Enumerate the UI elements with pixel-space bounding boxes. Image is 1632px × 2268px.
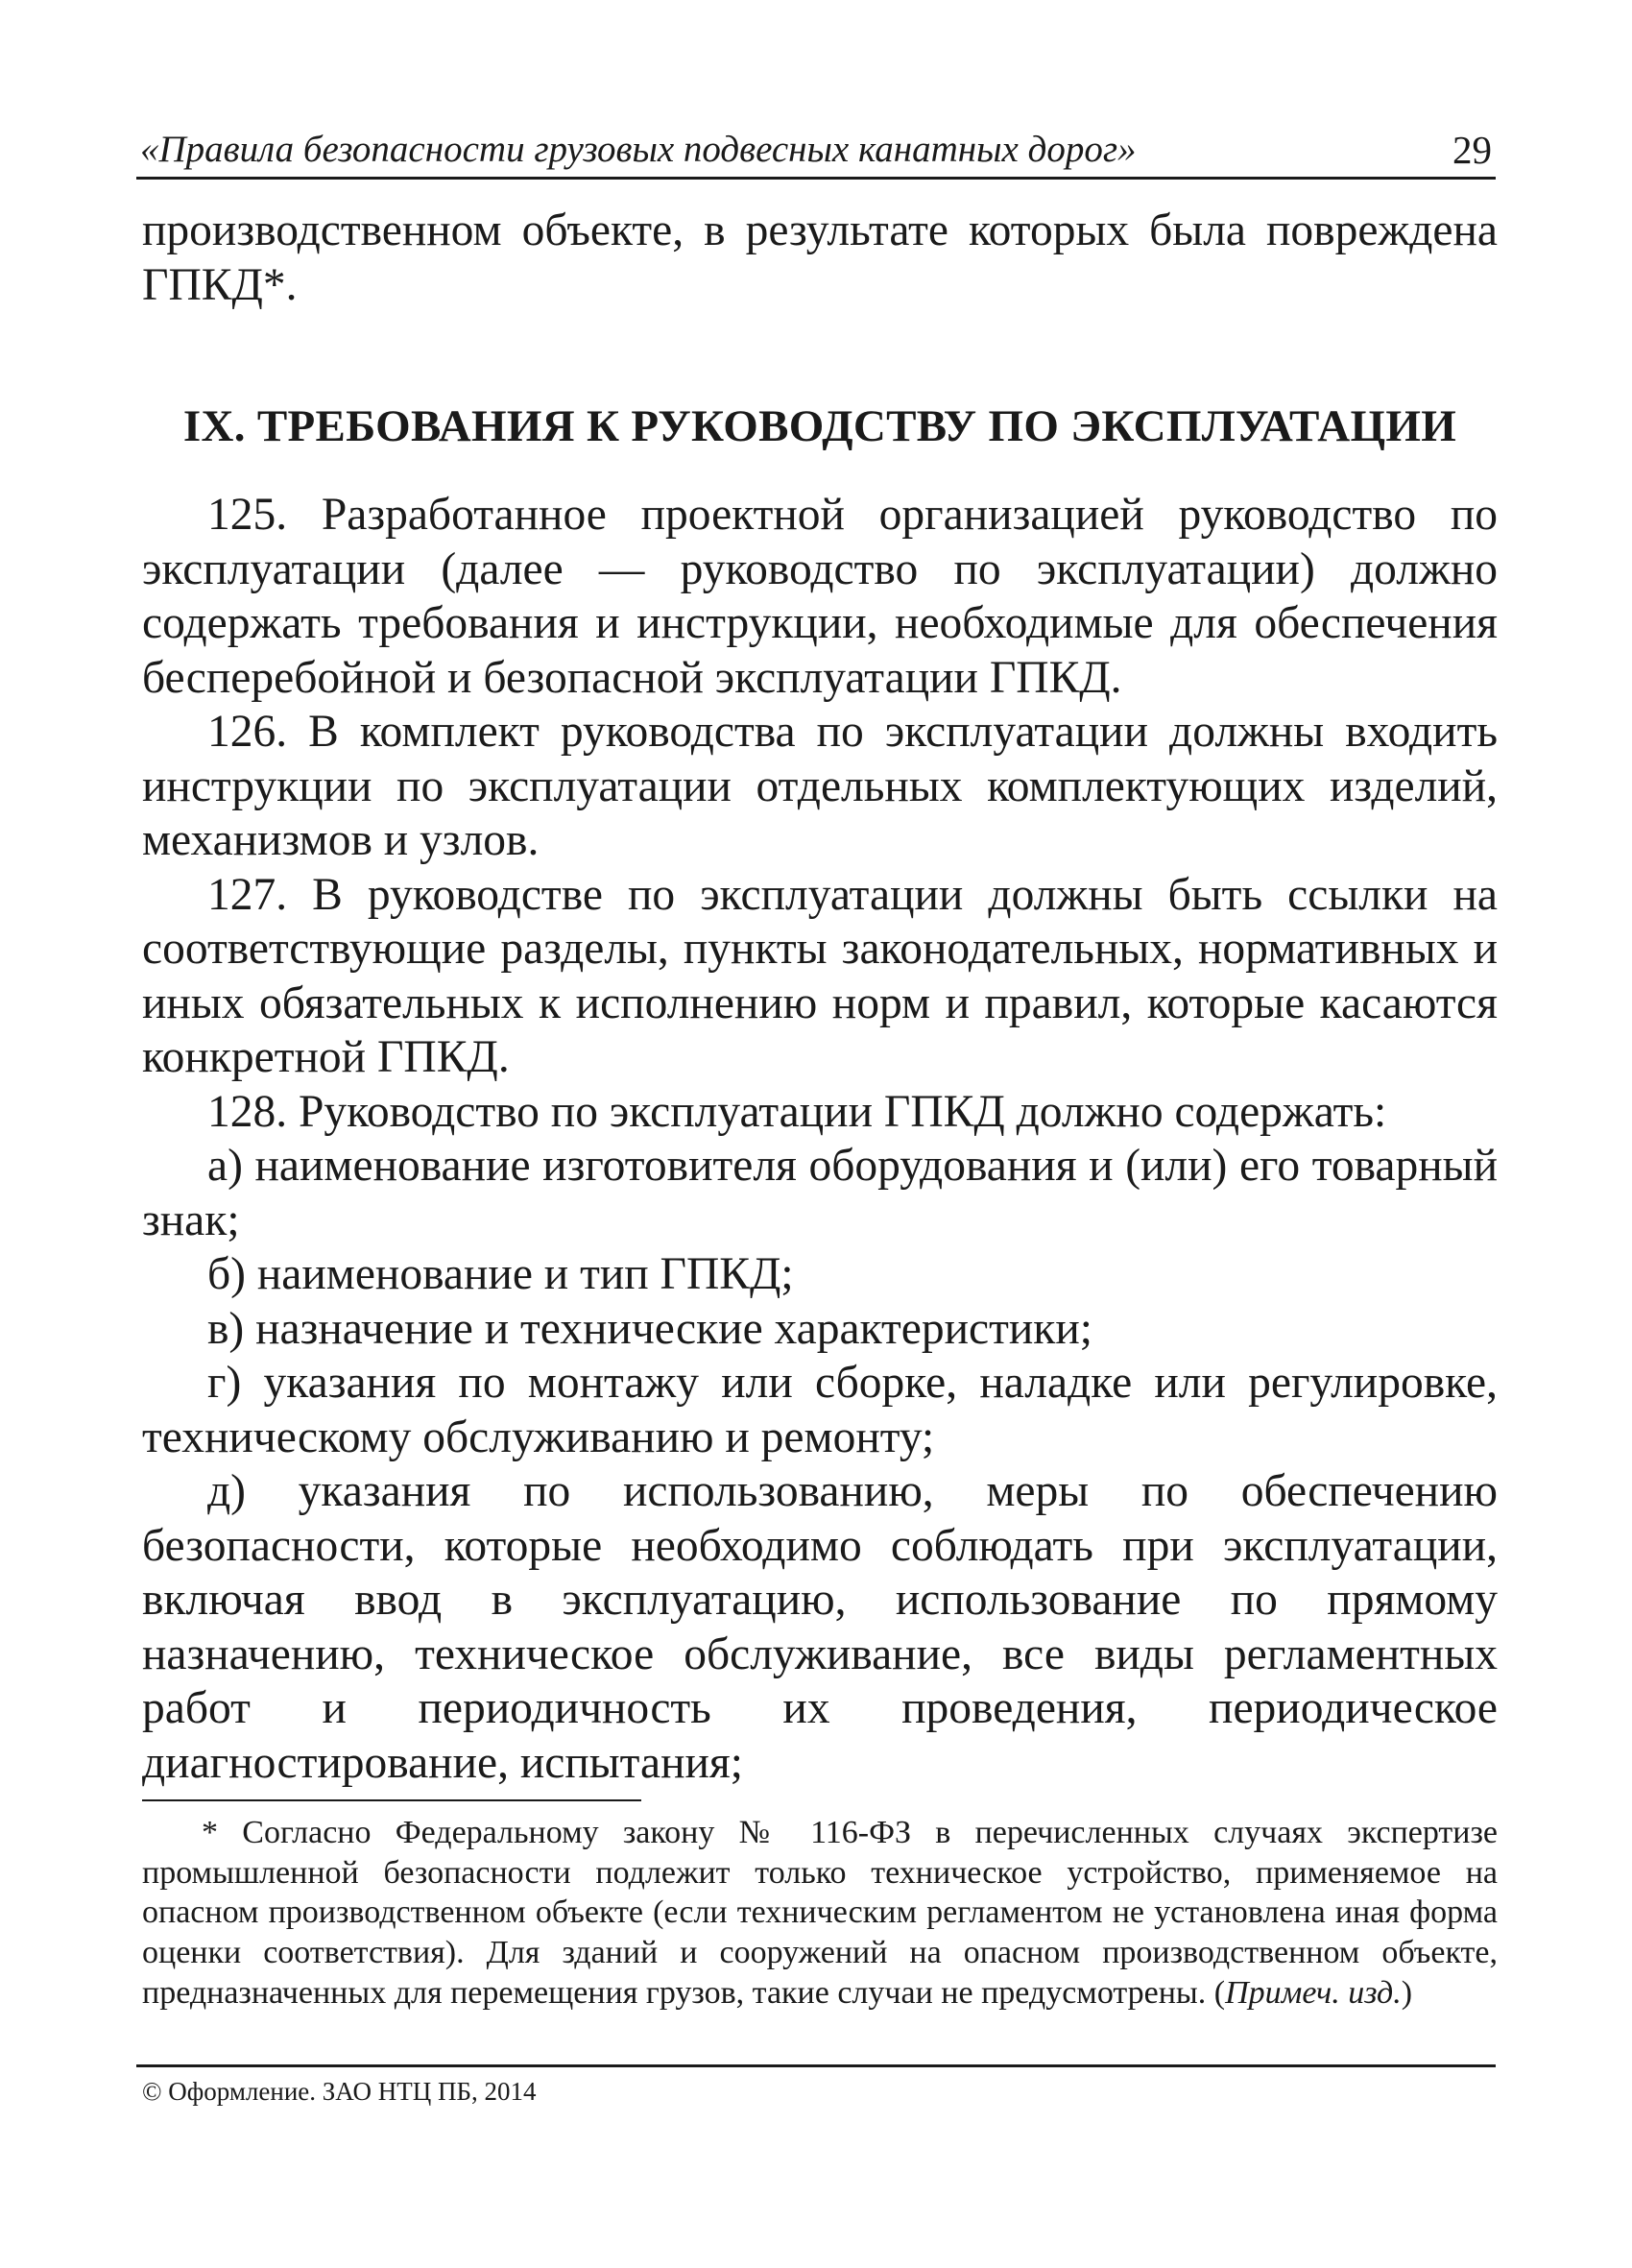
paragraph-127: 127. В руководстве по эксплуатации должны быть ссылки на соответствующие разделы, пункты законодательных, нормативных и иных обязательных к исполнению норм и правил, которые касаются конкретной ГПКД. [142,869,1498,1082]
list-item-b: б) наименование и тип ГПКД; [207,1249,794,1299]
footnote-close: ) [1401,1974,1413,2011]
paragraph-128: 128. Руководство по эксплуатации ГПКД должно содержать: [207,1086,1387,1137]
footnote-separator [142,1799,641,1801]
page-number: 29 [1452,128,1492,172]
list-item-g: г) указания по монтажу или сборке, наладке или регулировке, техническому обслуживанию и ремонту; [142,1358,1498,1462]
footnote-paragraph [142,1813,1498,2014]
copyright-notice: © Оформление. ЗАО НТЦ ПБ, 2014 [142,2077,537,2106]
running-title: «Правила безопасности грузовых подвесных канатных дорог» [140,129,1137,170]
section-body [142,488,1498,1790]
continuation-text: производственном объекте, в результате которых была повреждена ГПКД*. [142,205,1498,310]
bottom-separator [136,2064,1496,2067]
paragraph-125: 125. Разработанное проектной организацией руководство по эксплуатации (далее — руководство по эксплуатации) должно содержать требования и инструкции, необходимые для обеспечения бесперебойной и безопасной эксплуатации ГПКД. [142,490,1498,703]
footnote-note: Примеч. изд. [1225,1974,1402,2011]
paragraph-126: 126. В комплект руководства по эксплуатации должны входить инструкции по эксплуатации отдельных комплектующих изделий, механизмов и узлов. [142,707,1498,865]
footnote [142,1813,1498,2014]
list-item-d: д) указания по использованию, меры по обеспечению безопасности, которые необходимо соблюдать при эксплуатации, включая ввод в эксплуатацию, использование по прямому назначению, техническое обслуживание, все виды регламентных работ и периодичность их проведения, периодическое диагностирование, испытания; [142,1466,1498,1788]
running-header [136,123,1496,180]
continuation-paragraph [142,204,1498,312]
section-heading: IX. ТРЕБОВАНИЯ К РУКОВОДСТВУ ПО ЭКСПЛУАТАЦИИ [182,401,1457,451]
list-item-a: а) наименование изготовителя оборудования и (или) его товарный знак; [142,1141,1498,1245]
list-item-v: в) назначение и технические характеристики; [207,1303,1093,1354]
footnote-text: * Согласно Федеральному закону № 116-ФЗ в перечисленных случаях экспертизе промышленной безопасности подлежит только техническое устройство, применяемое на опасном производственном объекте (если техническим регламентом не установлена иная форма оценки соответствия). Для зданий и сооружений на опасном производственном объекте, предназначенных для перемещения грузов, такие случаи не предусмотрены. ( [142,1815,1498,2011]
